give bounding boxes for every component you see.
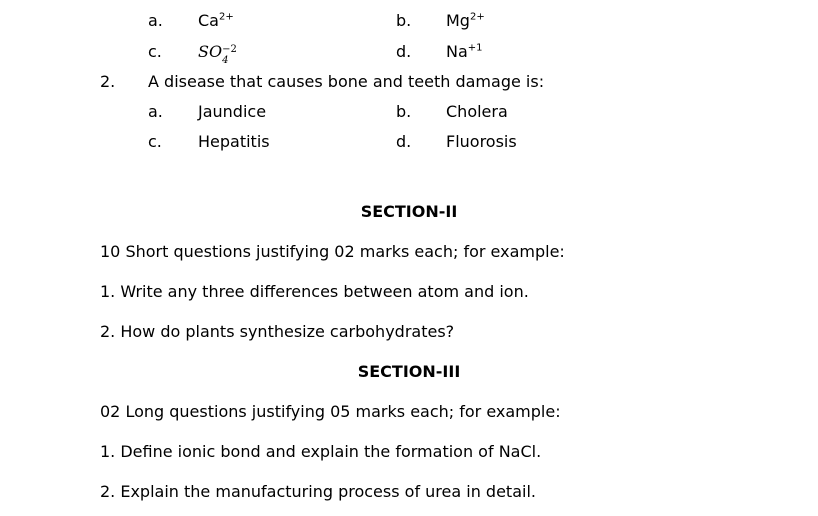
question-text: A disease that causes bone and teeth damage is: [148, 72, 545, 91]
option-letter: b. [396, 102, 412, 121]
option-letter-a: a. [148, 11, 163, 30]
option-letter: a. [148, 102, 163, 121]
option-na1plus: $Na^{+1}$ [446, 42, 483, 61]
section-intro: 10 Short questions justifying 02 marks each; for example: [100, 242, 565, 261]
option-text: Cholera [446, 102, 508, 121]
question-number: 2. [100, 72, 116, 91]
option-letter-c: c. [148, 42, 162, 61]
option-letter: d. [396, 132, 412, 151]
option-text: Jaundice [198, 102, 267, 121]
list-item: 2. Explain the manufacturing process of urea in detail. [100, 482, 536, 501]
option-text: Hepatitis [198, 132, 270, 151]
section-heading: SECTION-II [360, 202, 458, 221]
option-letter-b: b. [396, 11, 412, 30]
option-sulfate: SO −2 4 [198, 42, 237, 66]
option-mg2plus: $Mg^{2+}$ [446, 11, 485, 30]
section-heading: SECTION-III [357, 362, 461, 381]
option-letter: c. [148, 132, 162, 151]
section-intro: 02 Long questions justifying 05 marks each; for example: [100, 402, 561, 421]
list-item: 1. Define ionic bond and explain the formation of NaCl. [100, 442, 542, 461]
list-item: 1. Write any three differences between atom and ion. [100, 282, 529, 301]
list-item: 2. How do plants synthesize carbohydrates? [100, 322, 455, 341]
option-text: Fluorosis [446, 132, 517, 151]
option-letter-d: d. [396, 42, 412, 61]
option-ca2plus: $Ca^{2+}$ [198, 11, 234, 30]
